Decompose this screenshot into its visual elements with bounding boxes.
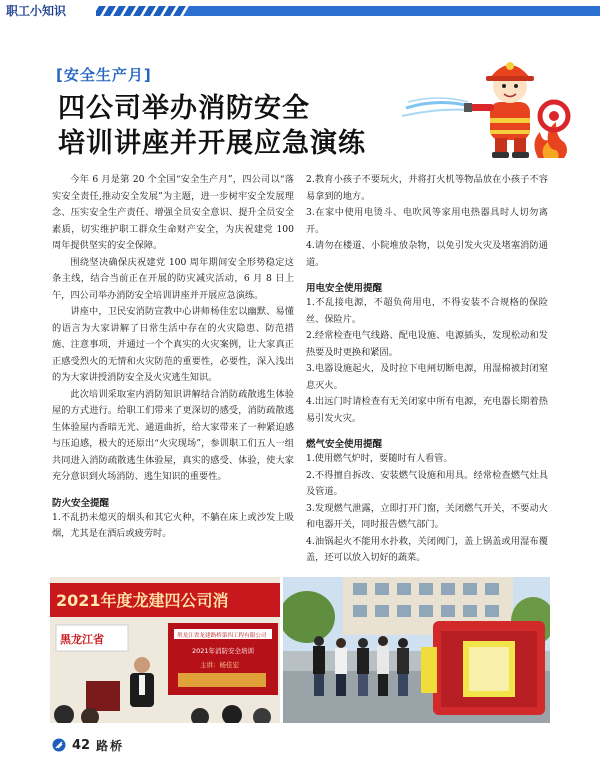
journal-name: 路桥 (96, 738, 125, 753)
lecture-scene (50, 577, 280, 723)
list-item: 3.在家中使用电烫斗、电吹风等家用电热器具时人切勿离开。 (306, 207, 548, 235)
list-item: 4.请勿在楼道、小院堆放杂物，以免引发火灾及堵塞消防通道。 (306, 240, 548, 268)
list-item: 2.教育小孩子不要玩火，并将打火机等物品放在小孩子不容易拿到的地方。 (306, 174, 548, 202)
list-item: 1.不乱扔未熄灭的烟头和其它火种，不躺在床上或沙发上吸烟，尤其是在酒后或疲劳时。 (52, 511, 294, 539)
list-item: 4.出远门时请检查有无关闭家中所有电源，充电器长期着热易引发火灾。 (306, 396, 548, 424)
article-category: [安全生产月] (56, 66, 152, 84)
article-column-left (52, 172, 294, 543)
article-title-line2: 培训讲座并开展应急演练 (58, 128, 366, 159)
wall-sign-text: 黑龙江省 (60, 633, 104, 646)
list-item: 2.经常检查电气线路、配电设施、电源插头，发现松动和发热要及时更换和紧固。 (306, 330, 548, 358)
drill-scene (283, 577, 550, 723)
list-item: 1.不乱接电源，不超负荷用电，不得安装不合规格的保险丝、保险片。 (306, 297, 548, 325)
list-item: 1.使用燃气炉时，要随时有人看管。 (306, 453, 453, 464)
list-item: 4.油锅起火不能用水扑救，关闭阀门，盖上锅盖或用湿布覆盖，还可以放入切好的蔬菜。 (306, 535, 548, 563)
section-heading-gas: 燃气安全使用提醒 (306, 439, 383, 450)
section-tag: 职工小知识 (6, 4, 67, 18)
article-column-right (306, 172, 548, 567)
header-stripes (96, 6, 600, 16)
paragraph: 今年 6 月是第 20 个全国“安全生产月”，四公司以“落实安全责任,推动安全发展”为主题，进一步树牢安全发展理念、压实安全生产责任、增强全员安全意识、提升全员安全素质，切实维护职工群众生命财产安全，为庆祝建党 100 周年提供坚实的安全保障。 (52, 174, 294, 251)
list-item: 3.电器设施起火，及时拉下电闸切断电源，用湿棉被封闭窒息灭火。 (306, 363, 548, 391)
paragraph: 围绕坚决确保庆祝建党 100 周年期间安全形势稳定这条主线，结合当前正在开展的防灾减灾活动，6 月 8 日上午，四公司举办消防安全培训讲座并开展应急演练。 (52, 256, 294, 301)
header-band (0, 0, 600, 24)
drill-photo (283, 577, 550, 723)
page-marker-icon (52, 738, 66, 752)
screen-line1: 黑龙江省龙建路桥第四工程有限公司 (177, 633, 267, 639)
list-item: 2.不得擅自拆改、安装燃气设施和用具。经常检查燃气灶具及管道。 (306, 469, 548, 497)
article-title-line1: 四公司举办消防安全 (58, 93, 310, 124)
paragraph: 此次培训采取室内消防知识讲解结合消防疏散逃生体验屋的方式进行。给职工们带来了更深切的感受，消防疏散逃生体验屋内香暗无光、通道曲折，给大家带来了一种紧迫感与压迫感，极大的还原出“火灾现场”，参训职工们五人一组共同进入消防疏散逃生体验屋，真实的感受、体验，使大家充分意识到火场消防、逃生知识的重要性。 (52, 388, 294, 482)
lecture-photo (50, 577, 280, 723)
banner-text: 2021年度龙建四公司消 (56, 591, 229, 610)
screen-line3: 主讲：杨佳宏 (200, 661, 239, 669)
page-number: 42 (72, 737, 91, 753)
screen-line2: 2021年消防安全培训 (192, 647, 255, 655)
section-heading-electric: 用电安全使用提醒 (306, 283, 383, 294)
list-item: 3.发现燃气泄露，立即打开门窗，关闭燃气开关，不要动火和电器开关，同时报告燃气部门。 (306, 502, 548, 530)
section-heading-fire: 防火安全提醒 (52, 497, 110, 509)
firefighter-mascot-icon (398, 46, 574, 162)
page-footer (52, 733, 124, 757)
paragraph: 讲座中，卫民安消防宣教中心讲师杨佳宏以幽默、易懂的语言为大家讲解了日常生活中存在的火灾隐患、防范措施、注意事项，并通过一个个真实的火灾案例，让大家真正正感受烈火的无情和火灾防范的重要性，必要性，深入浅出的为大家讲授消防安全及火灾逃生知识。 (52, 306, 294, 383)
